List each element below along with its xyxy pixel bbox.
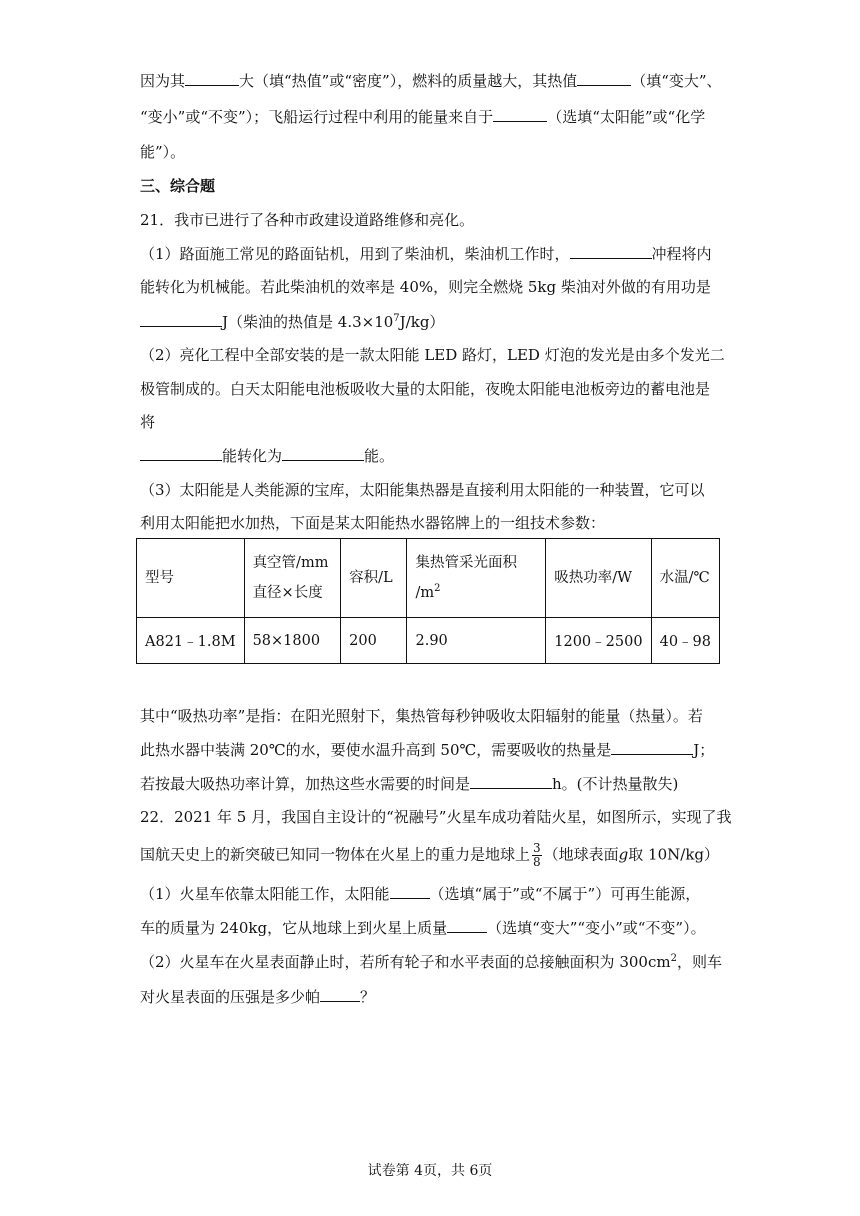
text-line: （2）火星车在火星表面静止时，若所有轮子和水平表面的总接触面积为 $300cm^2$，则车 [140, 953, 722, 971]
table-cell: A821﹣1.8M [137, 618, 245, 664]
text-line: 将 [140, 413, 156, 431]
answer-blank[interactable] [470, 773, 552, 789]
text-line: （3）太阳能是人类能源的宝库，太阳能集热器是直接利用太阳能的一种装置，它可以 [140, 481, 705, 499]
section-heading: 三、综合题 [140, 177, 216, 195]
table-header-cell: 水温/℃ [651, 539, 719, 618]
text-line: “变小”或“不变”）；飞船运行过程中利用的能量来自于 （选填“太阳能”或“化学 [140, 108, 706, 126]
text-line: 能转化为 能。 [140, 445, 394, 466]
answer-blank[interactable] [447, 917, 487, 933]
text-line: 国航天史上的新突破已知同一物体在火星上的重力是地球上 $\frac{3}{8}$ （地球表面g取 10N/kg） [140, 841, 720, 869]
fraction: $\frac{3}{8}$ [533, 841, 541, 869]
text-line: 车的质量为 240kg，它从地球上到火星上质量 （选填“变大”“变小”或“不变”）。 [140, 919, 706, 937]
spec-table [136, 538, 720, 664]
table-cell: 40﹣98 [651, 618, 719, 664]
answer-blank[interactable] [320, 986, 360, 1002]
text-line: 极管制成的。白天太阳能电池板吸收大量的太阳能，夜晚太阳能电池板旁边的蓄电池是 [140, 380, 711, 398]
text-line: 若按最大吸热功率计算，加热这些水需要的时间是 h。(不计热量散失) [140, 775, 679, 793]
table-header-cell: 型号 [137, 539, 245, 618]
table-cell: 1200﹣2500 [546, 618, 651, 664]
table-header-row [137, 539, 720, 618]
text-line: 能转化为机械能。若此柴油机的效率是 40%，则完全燃烧 5kg 柴油对外做的有用功是 [140, 278, 711, 296]
text-line: J（柴油的热值是 $4.3\times 10^7J/kg$） [140, 311, 444, 332]
answer-blank[interactable] [140, 445, 222, 461]
answer-blank[interactable] [390, 883, 430, 899]
question-22-stem: 22．2021 年 5 月，我国自主设计的“祝融号”火星车成功着陆火星，如图所示，实现了我 [140, 808, 732, 826]
answer-blank[interactable] [185, 70, 239, 86]
answer-blank[interactable] [493, 106, 547, 122]
answer-blank[interactable] [570, 243, 652, 259]
text-line: 其中“吸热功率”是指：在阳光照射下，集热管每秒钟吸收太阳辐射的能量（热量）。若 [140, 707, 703, 725]
table-header-cell: 容积/L [341, 539, 407, 618]
text-line: 对火星表面的压强是多少帕 ？ [140, 988, 376, 1006]
answer-blank[interactable] [282, 445, 364, 461]
table-row [137, 618, 720, 664]
table-header-cell: 吸热功率/W [546, 539, 651, 618]
question-21-stem: 21．我市已进行了各种市政建设道路维修和亮化。 [140, 211, 475, 229]
text-line: 能”）。 [140, 143, 186, 161]
text-line: 利用太阳能把水加热，下面是某太阳能热水器铭牌上的一组技术参数： [140, 514, 606, 532]
text-line: （1）路面施工常见的路面钻机，用到了柴油机，柴油机工作时， 冲程将内 [140, 245, 712, 263]
answer-blank[interactable] [577, 70, 631, 86]
answer-blank[interactable] [140, 311, 222, 327]
text-line: （1）火星车依靠太阳能工作，太阳能 （选填“属于”或“不属于”）可再生能源， [140, 885, 701, 903]
table-cell: 200 [341, 618, 407, 664]
table-header-cell: 真空管/mm 直径×长度 [244, 539, 341, 618]
answer-blank[interactable] [611, 739, 693, 755]
text-line: 因为其 大（填“热值”或“密度”），燃料的质量越大，其热值 （填“变大”、 [140, 72, 722, 90]
text-line: （2）亮化工程中全部安装的是一款太阳能 LED 路灯，LED 灯泡的发光是由多个发光二 [140, 346, 725, 364]
table-cell: 58×1800 [244, 618, 341, 664]
table-cell: 2.90 [407, 618, 546, 664]
text-line: 此热水器中装满 20℃的水，要使水温升高到 50℃，需要吸收的热量是 J； [140, 741, 715, 759]
table-header-cell: 集热管采光面积 $/m^2$ [407, 539, 546, 618]
page-footer: 试卷第 4页，共 6页 [367, 1163, 493, 1179]
